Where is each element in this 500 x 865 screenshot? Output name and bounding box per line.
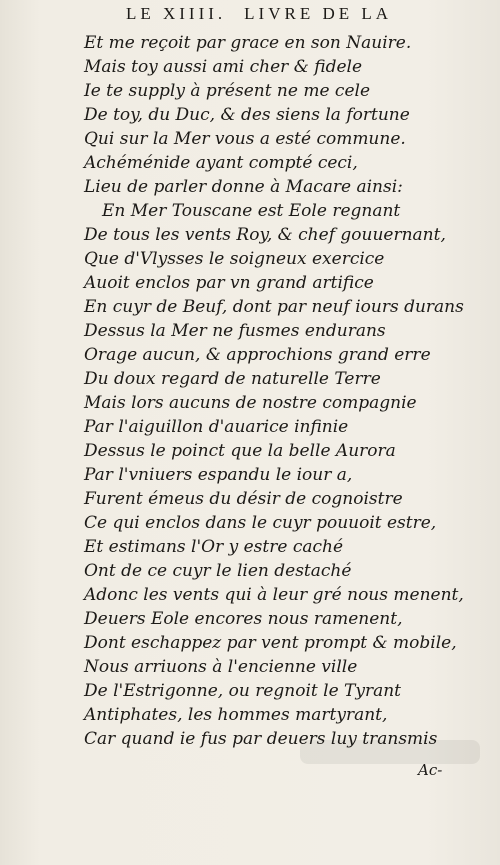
verse-line: Ie te supply à présent ne me cele	[84, 81, 371, 101]
verse-line: En Mer Touscane est Eole regnant	[102, 201, 401, 221]
verse-line: Mais lors aucuns de nostre compagnie	[84, 393, 417, 413]
verse-line: Par l'aiguillon d'auarice infinie	[84, 417, 349, 437]
verse-line: Lieu de parler donne à Macare ainsi:	[84, 177, 403, 197]
verse-line: Nous arriuons à l'encienne ville	[84, 657, 358, 677]
verse-line: Car quand ie fus par deuers luy transmis	[84, 729, 438, 749]
verse-line: De tous les vents Roy, & chef gouuernant,	[84, 225, 446, 245]
header-chapter: LE XIIII.	[125, 4, 227, 23]
header-title: LIVRE DE LA	[244, 4, 393, 23]
verse-line: Ce qui enclos dans le cuyr pouuoit estre,	[84, 513, 437, 533]
verse-line: De l'Estrigonne, ou regnoit le Tyrant	[84, 681, 402, 701]
verse-line: Par l'vniuers espandu le iour a,	[84, 465, 353, 485]
verse-line: Auoit enclos par vn grand artifice	[84, 273, 374, 293]
verse-line: Dont eschappez par vent prompt & mobile,	[84, 633, 457, 653]
verse-line: Dessus la Mer ne fusmes endurans	[84, 321, 386, 341]
verse-line: De toy, du Duc, & des siens la fortune	[84, 105, 410, 125]
ink-bleed-through	[300, 740, 480, 764]
verse-line: Antiphates, les hommes martyrant,	[84, 705, 388, 725]
verse-line: Et me reçoit par grace en son Nauire.	[84, 33, 412, 53]
catchword: Ac-	[418, 761, 443, 779]
verse-line: Dessus le poinct que la belle Aurora	[84, 441, 396, 461]
running-header	[0, 4, 500, 24]
verse-line: Et estimans l'Or y estre caché	[84, 537, 344, 557]
verse-line: Adonc les vents qui à leur gré nous menent,	[84, 585, 464, 605]
verse-line: Qui sur la Mer vous a esté commune.	[84, 129, 406, 149]
verse-line: En cuyr de Beuf, dont par neuf iours durans	[84, 297, 464, 317]
verse-line: Achéménide ayant compté ceci,	[84, 153, 358, 173]
verse-line: Deuers Eole encores nous ramenent,	[84, 609, 403, 629]
verse-line: Que d'Vlysses le soigneux exercice	[84, 249, 385, 269]
verse-line: Mais toy aussi ami cher & fidele	[84, 57, 363, 77]
verse-line: Orage aucun, & approchions grand erre	[84, 345, 431, 365]
verse-line: Ont de ce cuyr le lien destaché	[84, 561, 352, 581]
verse-line: Du doux regard de naturelle Terre	[84, 369, 381, 389]
verse-line: Furent émeus du désir de cognoistre	[84, 489, 403, 509]
